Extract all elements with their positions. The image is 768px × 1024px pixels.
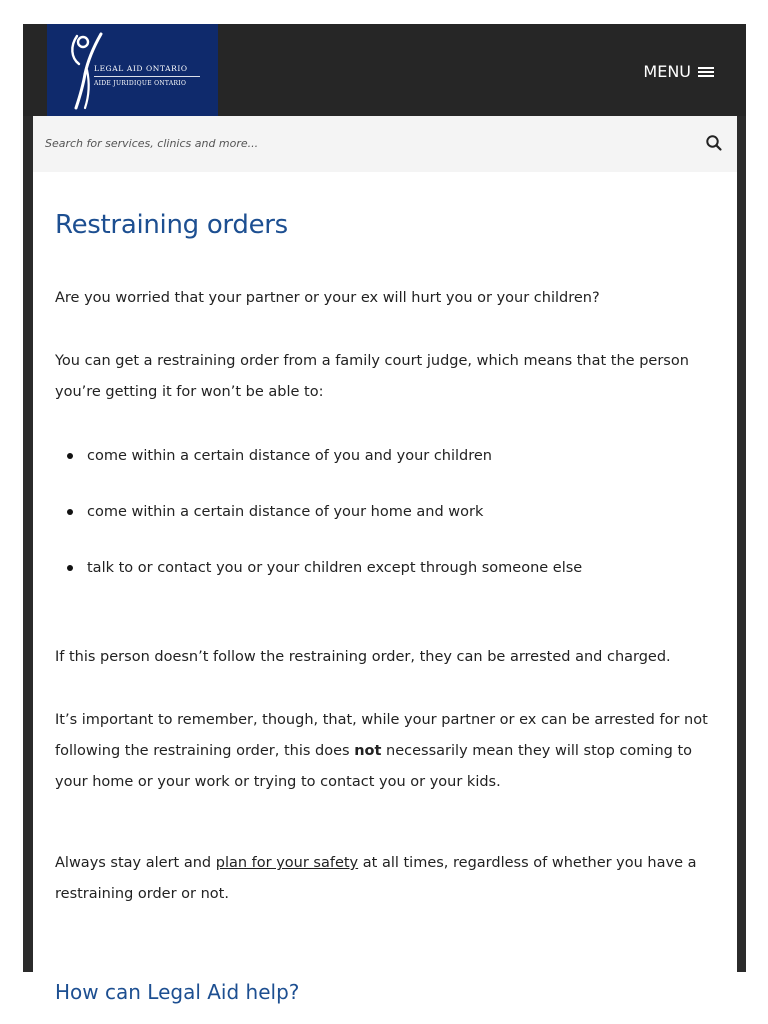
safety-text-end: at all times, regardless of whether you have a restraining order or not. — [55, 855, 697, 902]
menu-button[interactable] — [643, 62, 714, 81]
plan-for-safety-link[interactable]: plan for your safety — [215, 855, 359, 871]
legal-aid-ontario-logo[interactable] — [47, 24, 218, 121]
safety-paragraph — [55, 848, 720, 910]
caution-text-end: necessarily mean they will stop coming to your home or your work or trying to contact you or your kids. — [55, 743, 693, 790]
enforcement-paragraph: If this person doesn’t follow the restraining order, they can be arrested and charged. — [55, 649, 671, 665]
order-definition-paragraph: You can get a restraining order from a family court judge, which means that the person you’re getting it for won’t be able to: — [55, 353, 689, 400]
list-item: come within a certain distance of your home and work — [55, 502, 582, 558]
search-icon[interactable] — [705, 134, 723, 152]
hamburger-icon — [698, 66, 714, 78]
logo-name-french: AIDE JURIDIQUE ONTARIO — [94, 80, 187, 87]
how-legal-aid-can-help-heading: How can Legal Aid help? — [55, 980, 300, 1004]
logo-name-english: LEGAL AID ONTARIO — [94, 64, 188, 73]
page-title: Restraining orders — [55, 210, 288, 240]
list-item: come within a certain distance of you and your children — [55, 446, 582, 502]
search-bar — [33, 116, 737, 172]
caution-text-start: It’s important to remember, though, that, while your partner or ex can be arrested for not following the restraining order, this does — [55, 712, 708, 759]
caution-paragraph — [55, 705, 720, 798]
search-input[interactable] — [45, 132, 645, 154]
main-content — [33, 172, 737, 1004]
list-item: talk to or contact you or your children except through someone else — [55, 558, 582, 614]
menu-label: MENU — [643, 62, 691, 81]
logo-divider — [94, 76, 200, 77]
emphasis-not: not — [354, 743, 382, 759]
intro-paragraph: Are you worried that your partner or your ex will hurt you or your children? — [55, 290, 600, 306]
safety-text-start: Always stay alert and — [55, 855, 216, 871]
site-header — [23, 24, 746, 116]
restrictions-list — [55, 446, 582, 614]
page-frame — [23, 24, 746, 1004]
